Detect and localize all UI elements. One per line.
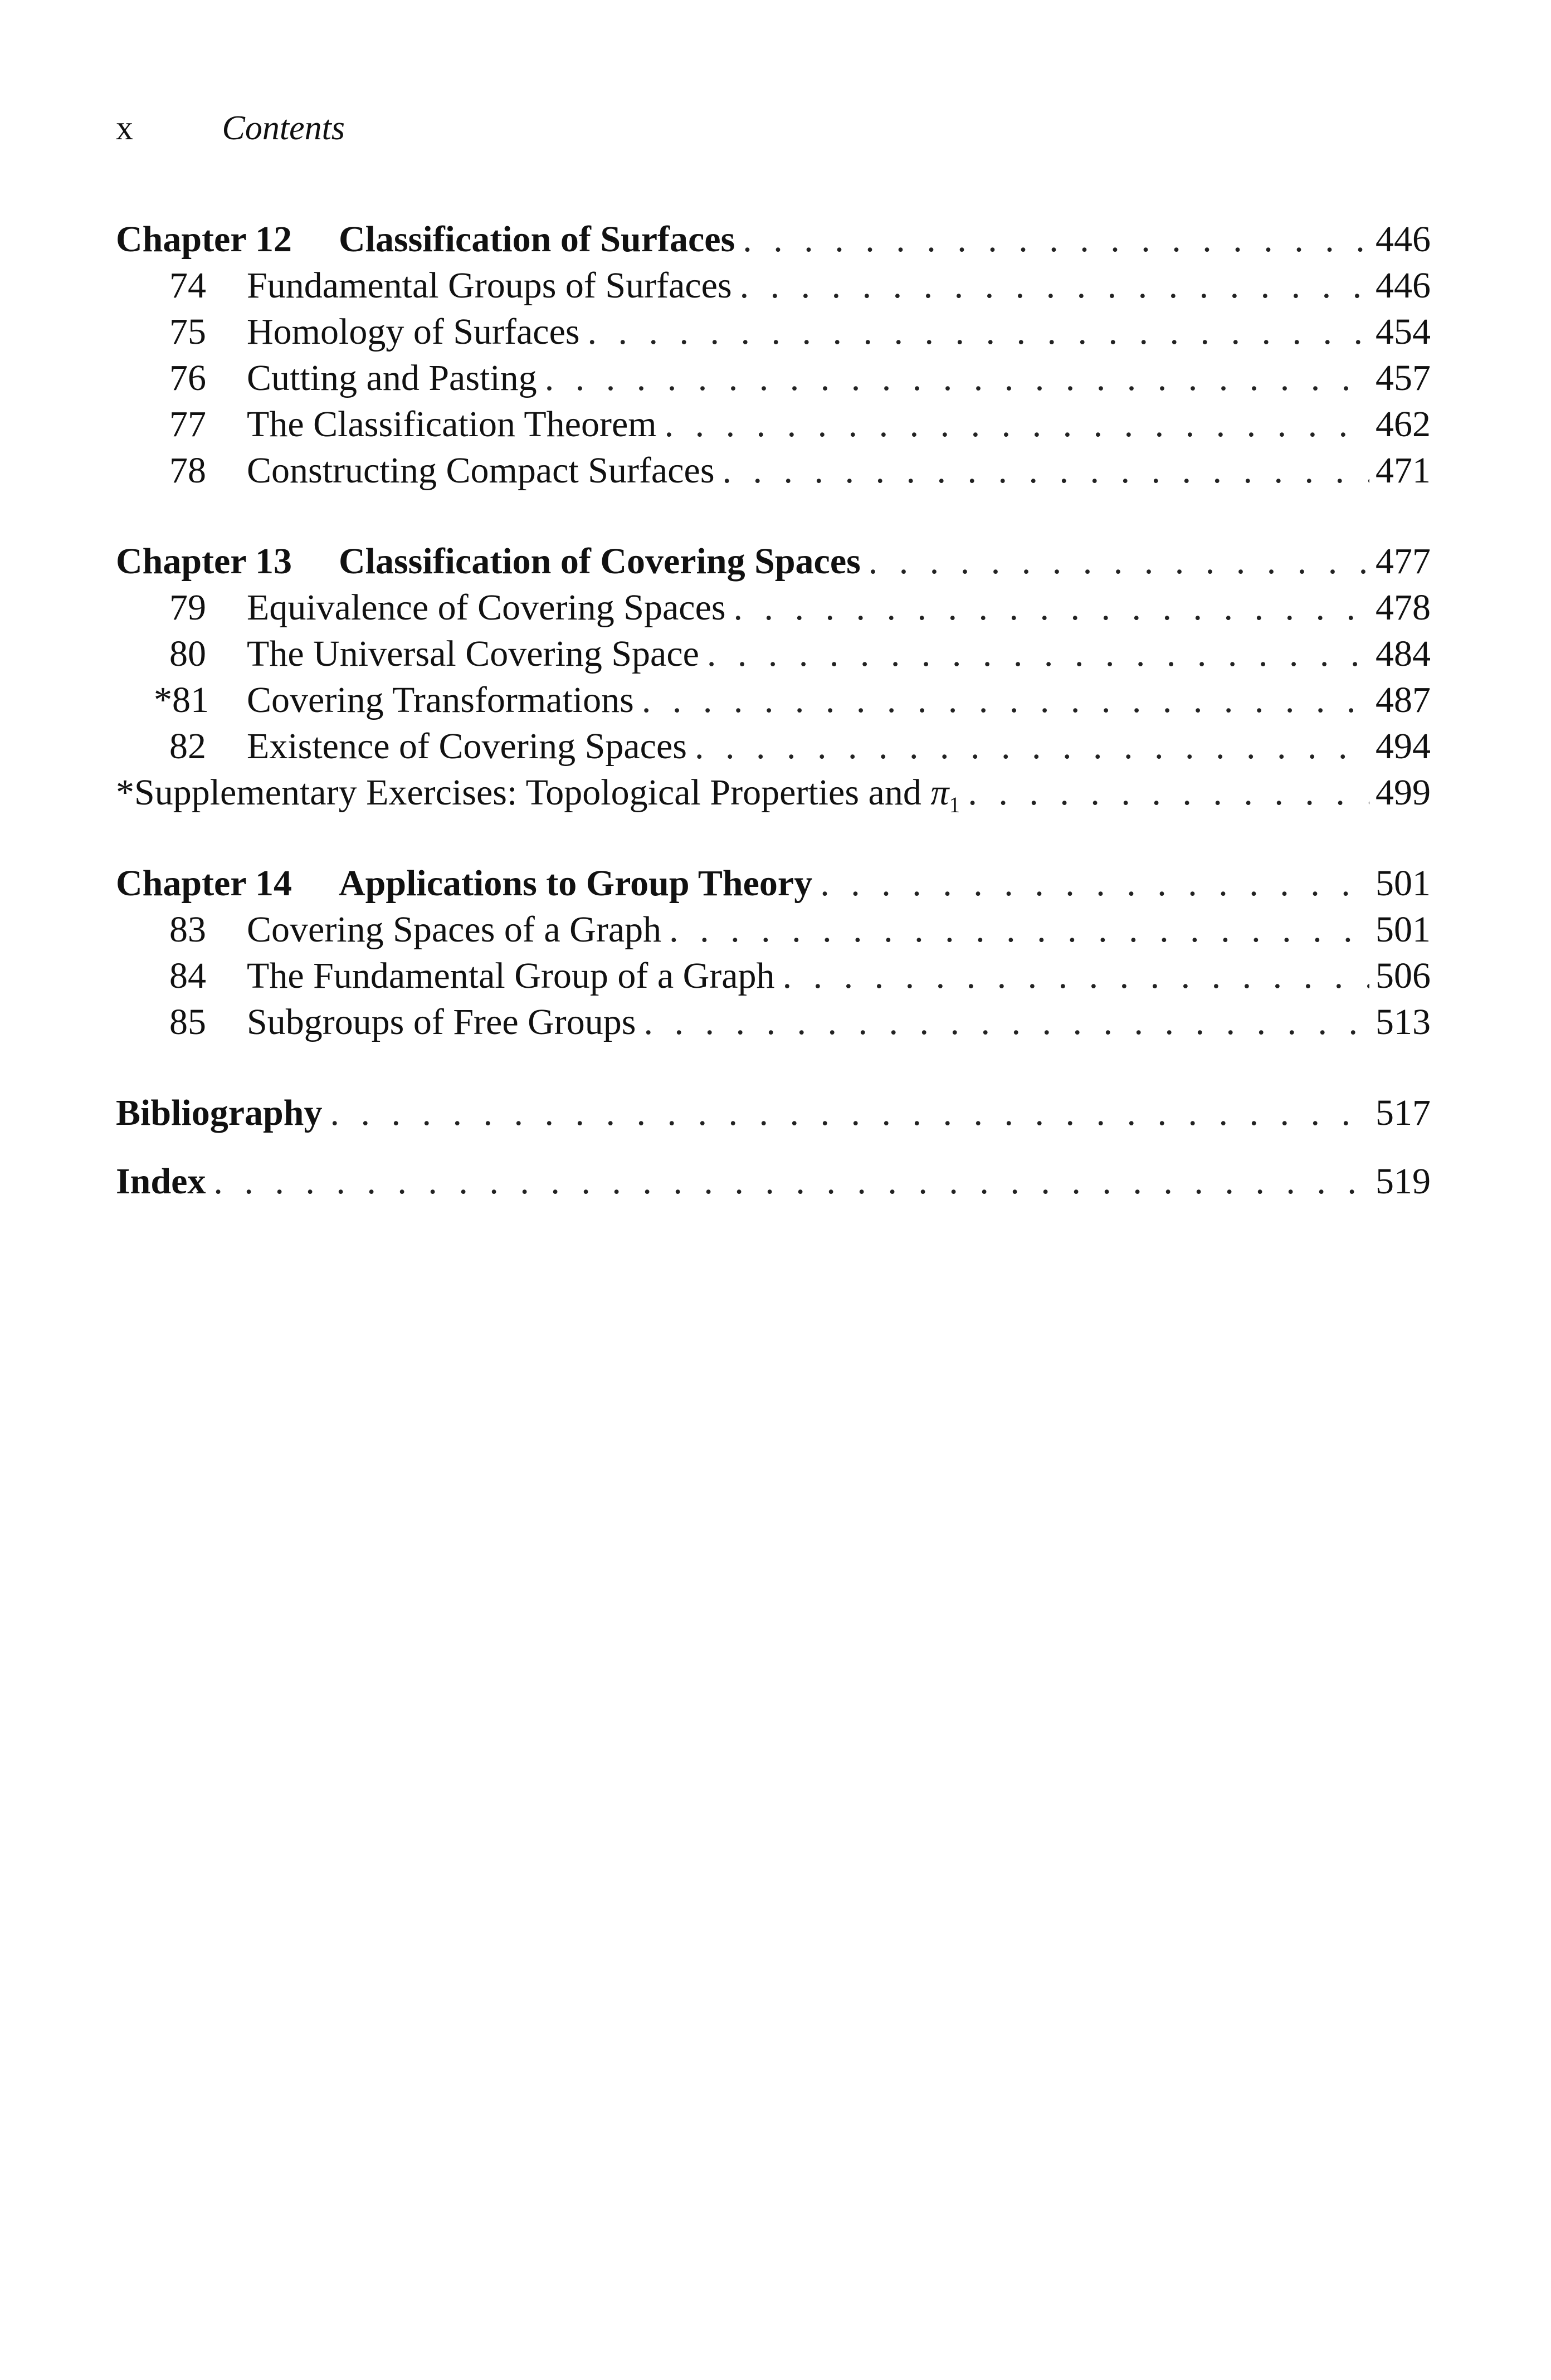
section-76-entry[interactable]: [116, 355, 1431, 401]
page-number: 446: [1376, 265, 1431, 306]
section-title: Covering Transformations: [247, 680, 634, 720]
section-number: 75: [169, 311, 206, 352]
chapter-12-group: [116, 216, 1431, 494]
section-number: 80: [169, 633, 206, 674]
dot-leader: [642, 677, 1369, 723]
section-number: 82: [169, 726, 206, 767]
chapter-label: Chapter 13: [116, 541, 292, 582]
section-81-entry[interactable]: [116, 677, 1431, 723]
section-75-entry[interactable]: [116, 309, 1431, 355]
section-79-entry[interactable]: [116, 584, 1431, 631]
dot-leader: [740, 262, 1369, 309]
section-77-entry[interactable]: [116, 401, 1431, 447]
dot-leader: [213, 1158, 1369, 1204]
dot-leader: [695, 723, 1369, 769]
chapter-title: Applications to Group Theory: [339, 863, 813, 904]
dot-leader: [643, 999, 1369, 1045]
dot-leader: [734, 584, 1369, 631]
section-title: The Classification Theorem: [247, 404, 657, 445]
page-number: 519: [1376, 1161, 1431, 1202]
pi-letter: π: [930, 772, 949, 813]
section-82-entry[interactable]: [116, 723, 1431, 769]
section-number: *81: [154, 680, 209, 720]
bibliography-group: [116, 1090, 1431, 1136]
section-74-entry[interactable]: [116, 262, 1431, 309]
dot-leader: [968, 769, 1369, 816]
dot-leader: [330, 1090, 1369, 1136]
page-number: 477: [1376, 541, 1431, 582]
page-number: 446: [1376, 219, 1431, 260]
page-number: 487: [1376, 680, 1431, 720]
dot-leader: [665, 401, 1369, 447]
section-80-entry[interactable]: [116, 631, 1431, 677]
dot-leader: [545, 355, 1369, 401]
page-number: 506: [1376, 955, 1431, 996]
dot-leader: [783, 953, 1369, 999]
chapter-label: Chapter 14: [116, 863, 292, 904]
bibliography-entry[interactable]: [116, 1090, 1431, 1136]
page-number: 454: [1376, 311, 1431, 352]
section-title: Homology of Surfaces: [247, 311, 580, 352]
section-number: 85: [169, 1002, 206, 1042]
section-84-entry[interactable]: [116, 953, 1431, 999]
section-title: Covering Spaces of a Graph: [247, 909, 662, 950]
index-entry[interactable]: [116, 1158, 1431, 1204]
dot-leader: [743, 216, 1369, 262]
page-number: 501: [1376, 863, 1431, 904]
page-number: 517: [1376, 1093, 1431, 1133]
index-title: Index: [116, 1161, 206, 1202]
section-85-entry[interactable]: [116, 999, 1431, 1045]
supplementary-exercises-entry[interactable]: [116, 769, 1431, 816]
supplement-title: [116, 769, 968, 828]
section-number: 77: [169, 404, 206, 445]
section-number: 76: [169, 358, 206, 398]
section-number: 78: [169, 450, 206, 491]
section-title: Existence of Covering Spaces: [247, 726, 687, 767]
pi-subscript: 1: [949, 792, 960, 818]
page-number: 471: [1376, 450, 1431, 491]
page-number: 457: [1376, 358, 1431, 398]
chapter-13-entry[interactable]: [116, 538, 1431, 584]
running-head: [116, 106, 345, 150]
section-83-entry[interactable]: [116, 906, 1431, 953]
page-number: 494: [1376, 726, 1431, 767]
dot-leader: [723, 447, 1369, 494]
section-title: Subgroups of Free Groups: [247, 1002, 636, 1042]
chapter-title: Classification of Covering Spaces: [339, 541, 861, 582]
section-title: Cutting and Pasting: [247, 358, 537, 398]
dot-leader: [588, 309, 1369, 355]
section-title: Constructing Compact Surfaces: [247, 450, 715, 491]
section-title: The Universal Covering Space: [247, 633, 699, 674]
running-head-title: Contents: [222, 109, 345, 147]
chapter-label: Chapter 12: [116, 219, 292, 260]
index-group: [116, 1158, 1431, 1204]
chapter-14-entry[interactable]: [116, 860, 1431, 906]
table-of-contents: [116, 216, 1431, 1249]
section-number: 74: [169, 265, 206, 306]
section-title: Fundamental Groups of Surfaces: [247, 265, 732, 306]
section-title: Equivalence of Covering Spaces: [247, 587, 726, 628]
supplement-title-text: *Supplementary Exercises: Topological Properties and: [116, 772, 931, 813]
page-number: 513: [1376, 1002, 1431, 1042]
bibliography-title: Bibliography: [116, 1093, 323, 1133]
chapter-12-entry[interactable]: [116, 216, 1431, 262]
page-folio: x: [116, 109, 133, 147]
chapter-title: Classification of Surfaces: [339, 219, 735, 260]
dot-leader: [869, 538, 1369, 584]
pi-symbol: [930, 772, 960, 818]
chapter-14-group: [116, 860, 1431, 1045]
dot-leader: [707, 631, 1369, 677]
page-number: 462: [1376, 404, 1431, 445]
section-number: 79: [169, 587, 206, 628]
dot-leader: [669, 906, 1369, 953]
section-title: The Fundamental Group of a Graph: [247, 955, 775, 996]
chapter-13-group: [116, 538, 1431, 816]
section-number: 83: [169, 909, 206, 950]
page-number: 499: [1376, 772, 1431, 813]
page-number: 484: [1376, 633, 1431, 674]
page-number: 501: [1376, 909, 1431, 950]
section-number: 84: [169, 955, 206, 996]
page-number: 478: [1376, 587, 1431, 628]
section-78-entry[interactable]: [116, 447, 1431, 494]
dot-leader: [820, 860, 1369, 906]
